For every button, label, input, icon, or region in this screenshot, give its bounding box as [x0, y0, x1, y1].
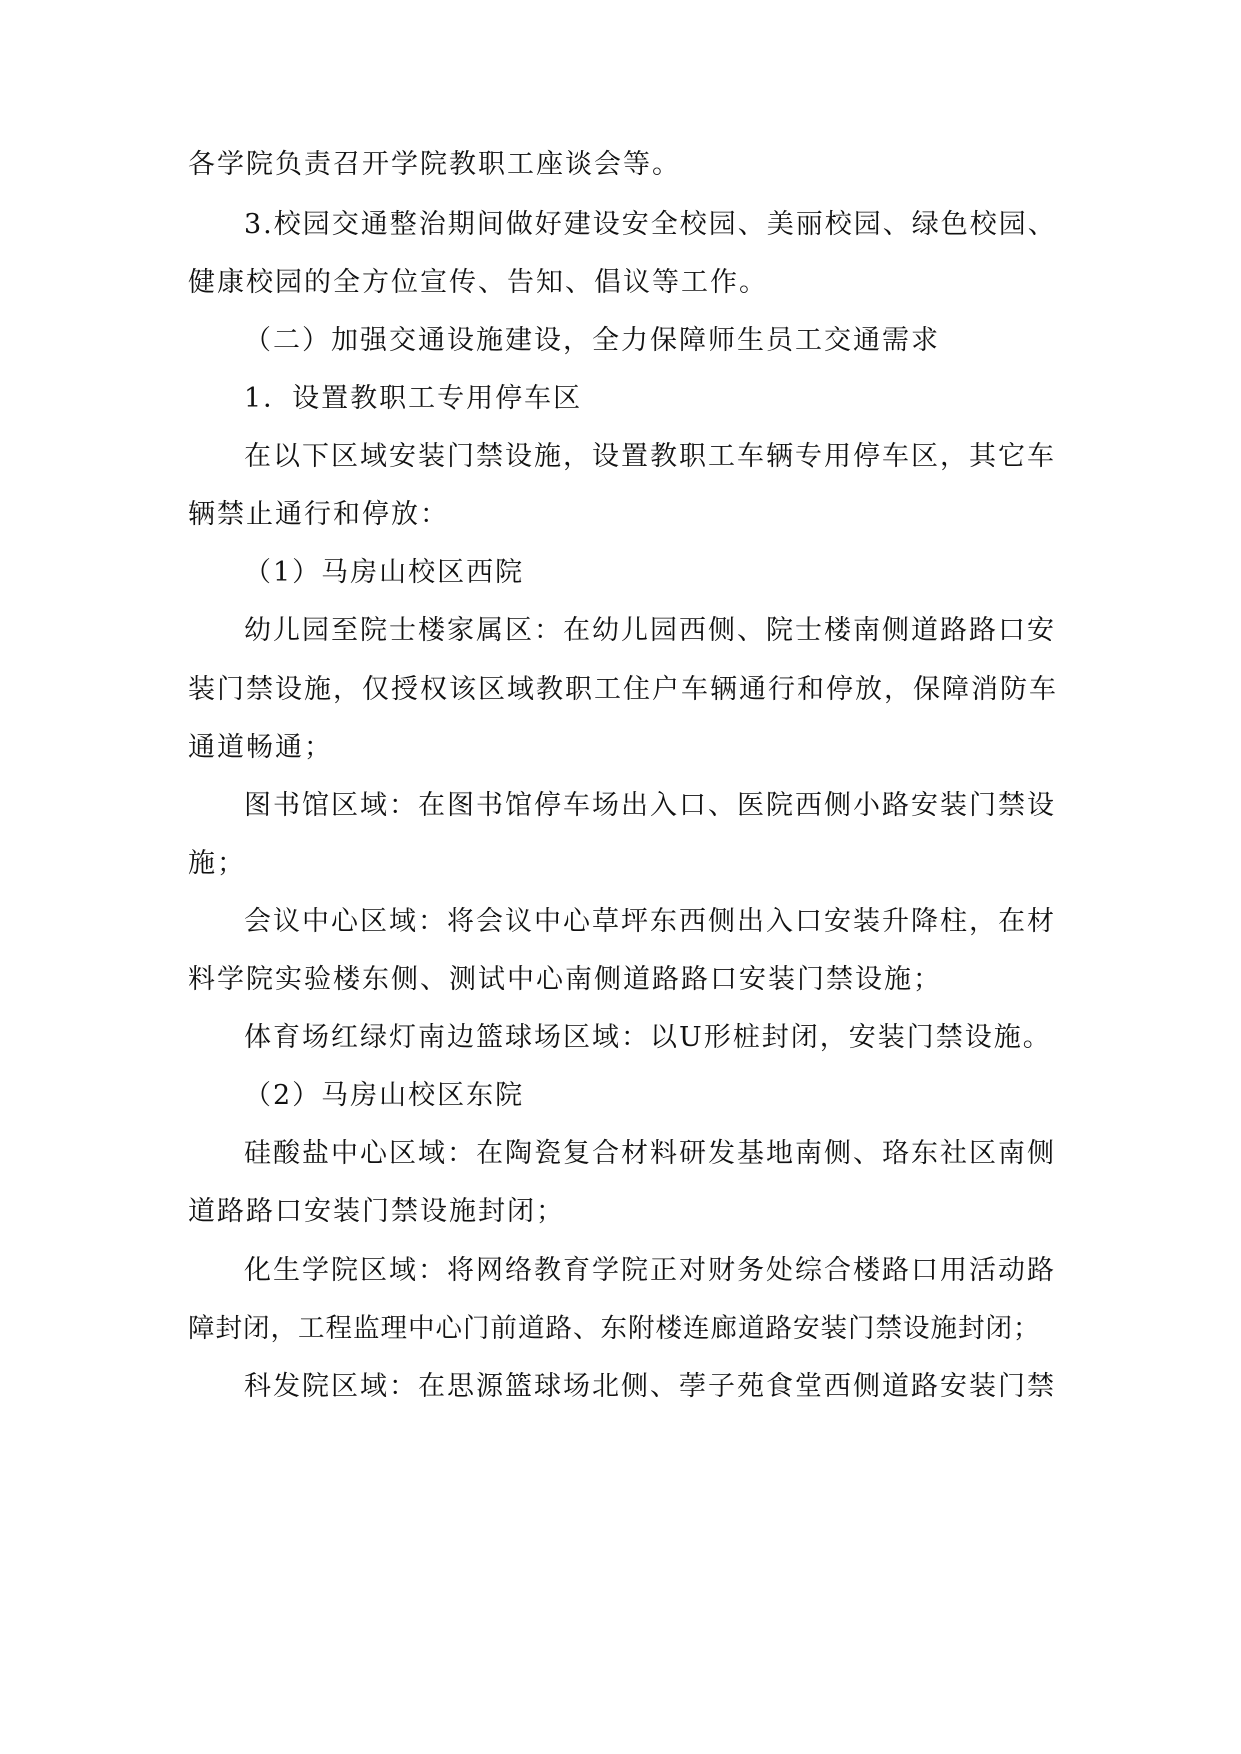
text-line: 硅酸盐中心区域：在陶瓷复合材料研发基地南侧、珞东社区南侧: [244, 1138, 1056, 1169]
list-heading: （2）马房山校区东院: [244, 1080, 525, 1111]
text-line: 化生学院区域：将网络教育学院正对财务处综合楼路口用活动路: [244, 1255, 1056, 1286]
text-line: 障封闭，工程监理中心门前道路、东附楼连廊道路安装门禁设施封闭；: [188, 1313, 1041, 1344]
list-heading: （1）马房山校区西院: [244, 557, 525, 588]
text-line: 图书馆区域：在图书馆停车场出入口、医院西侧小路安装门禁设: [244, 790, 1056, 821]
text-line: 辆禁止通行和停放：: [188, 499, 449, 530]
text-line: 各学院负责召开学院教职工座谈会等。: [188, 149, 681, 180]
subsection-heading: 1．设置教职工专用停车区: [244, 383, 583, 414]
text-line: 健康校园的全方位宣传、告知、倡议等工作。: [188, 267, 768, 298]
text-line: 装门禁设施，仅授权该区域教职工住户车辆通行和停放，保障消防车: [188, 674, 1058, 705]
text-line: 料学院实验楼东侧、测试中心南侧道路路口安装门禁设施；: [188, 964, 942, 995]
text-line: 3.校园交通整治期间做好建设安全校园、美丽校园、绿色校园、: [244, 209, 1057, 240]
text-line: 道路路口安装门禁设施封闭；: [188, 1196, 565, 1227]
text-line: 会议中心区域：将会议中心草坪东西侧出入口安装升降柱，在材: [244, 906, 1056, 937]
section-heading: （二）加强交通设施建设，全力保障师生员工交通需求: [244, 325, 940, 356]
text-line: 在以下区域安装门禁设施，设置教职工车辆专用停车区，其它车: [244, 441, 1056, 472]
text-line: 施；: [188, 848, 246, 879]
text-line: 通道畅通；: [188, 732, 333, 763]
text-line: 科发院区域：在思源篮球场北侧、荸子苑食堂西侧道路安装门禁: [244, 1371, 1056, 1402]
text-line: 幼儿园至院士楼家属区：在幼儿园西侧、院士楼南侧道路路口安: [244, 615, 1056, 646]
text-line: 体育场红绿灯南边篮球场区域：以U形桩封闭，安装门禁设施。: [244, 1022, 1052, 1053]
